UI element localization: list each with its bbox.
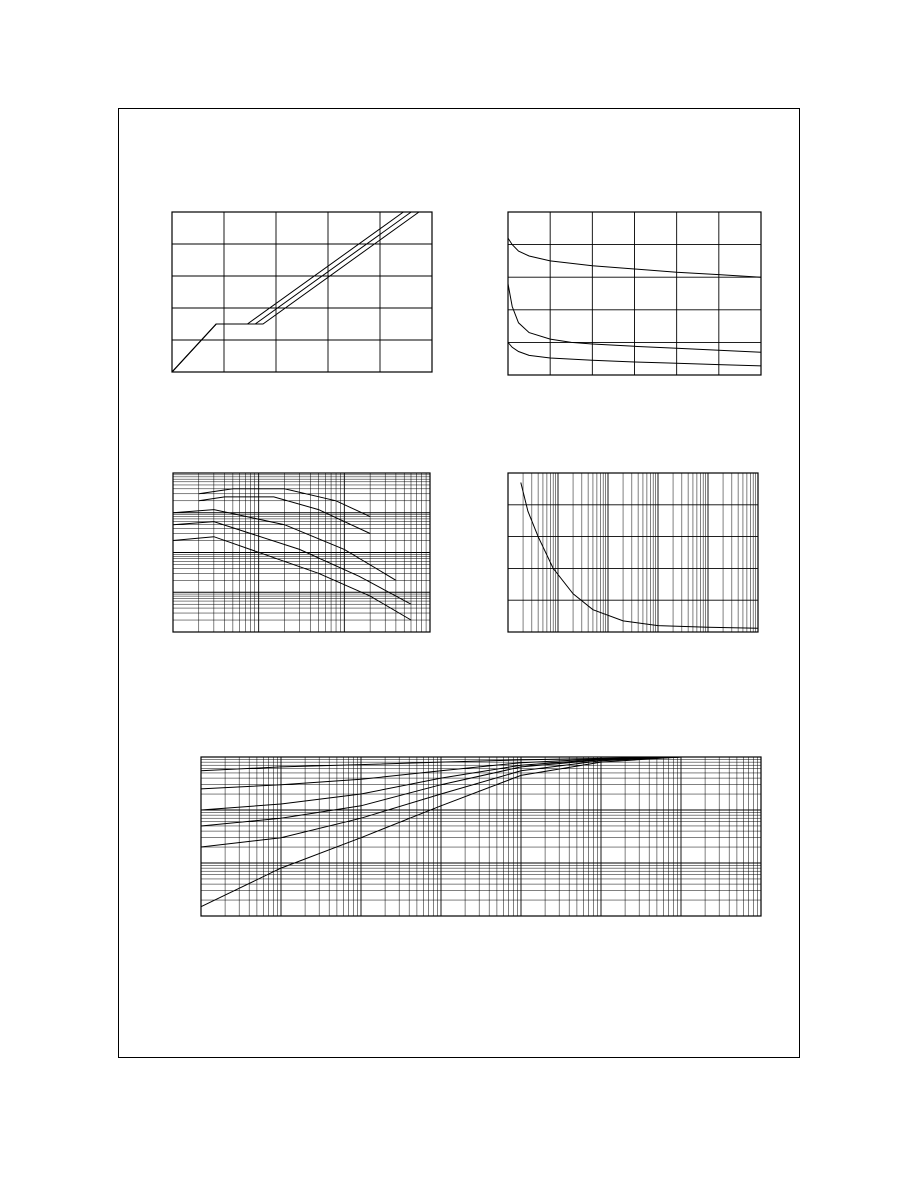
grid: [172, 212, 432, 372]
chart-5: [201, 757, 761, 916]
chart-1: [172, 212, 432, 372]
chart-3: [173, 473, 430, 632]
plot-frame: [172, 212, 432, 372]
chart-4: [508, 473, 758, 632]
series-line-5: [173, 537, 411, 620]
series-line-1: [172, 212, 403, 372]
series-line-3: [172, 212, 419, 372]
chart-2: [508, 212, 761, 375]
